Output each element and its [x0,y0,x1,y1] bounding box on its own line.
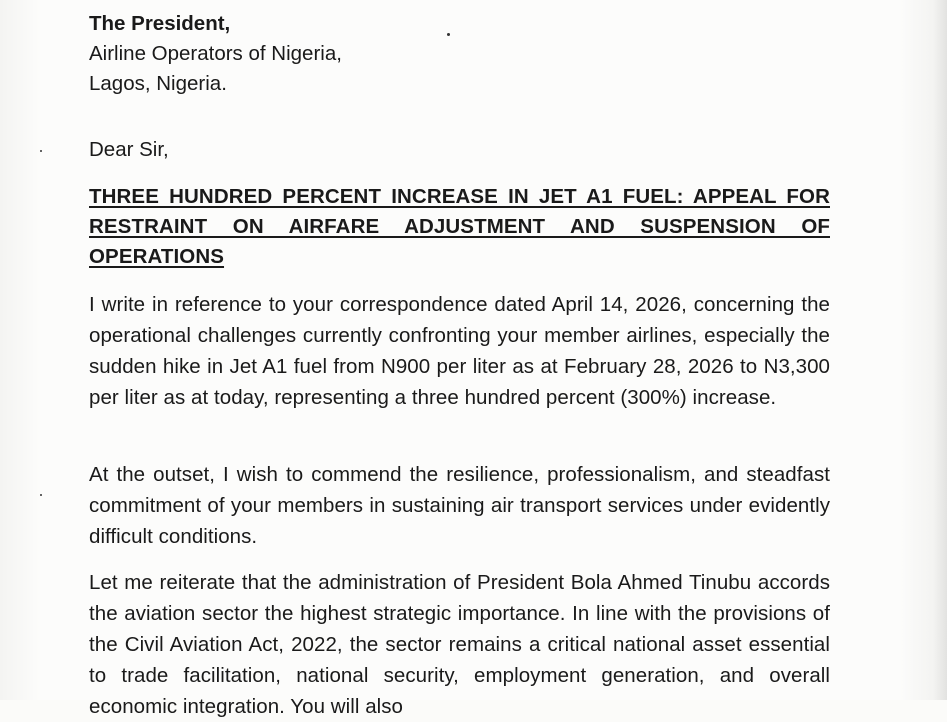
addressee-title: The President, [89,12,231,35]
addressee-org: Airline Operators of Nigeria, [89,42,342,65]
addressee-block [89,9,830,99]
page-edge-shadow [933,0,947,700]
salutation: Dear Sir, [89,138,169,161]
body-paragraph-1: I write in reference to your correspondence dated April 14, 2026, concerning the operational challenges currently confronting your member airlines, especially the sudden hike in Jet A1 fuel from N900 per liter as at February 28, 2026 to N3,300 per liter as at today, representing a three hundred percent (300%) increase. [89,293,830,409]
ink-speck [40,150,42,152]
addressee-location: Lagos, Nigeria. [89,72,227,95]
ink-speck [40,494,42,496]
letter-subject-heading: THREE HUNDRED PERCENT INCREASE IN JET A1 FUEL: APPEAL FOR RESTRAINT ON AIRFARE ADJUSTMENT AND SUSPENSION OF OPERATIONS [89,185,830,268]
body-paragraph-2: At the outset, I wish to commend the resilience, professionalism, and steadfast commitment of your members in sustaining air transport services under evidently difficult conditions. [89,463,830,548]
body-paragraph-3: Let me reiterate that the administration of President Bola Ahmed Tinubu accords the aviation sector the highest strategic importance. In line with the provisions of the Civil Aviation Act, 2022, the sector remains a critical national asset essential to trade facilitation, national security, employment generation, and overall economic integration. You will also [89,571,830,718]
